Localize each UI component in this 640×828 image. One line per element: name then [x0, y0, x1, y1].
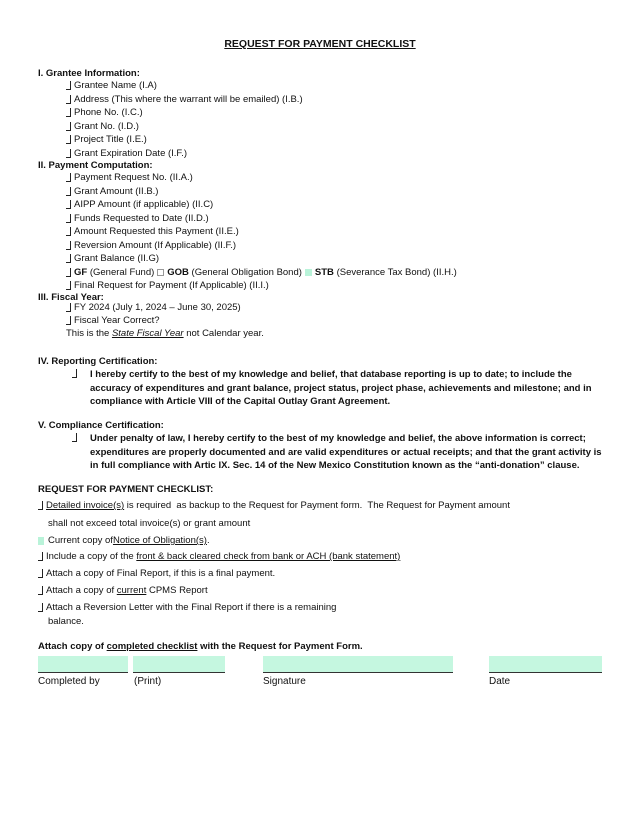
fiscal-item[interactable]: Fiscal Year Correct?	[66, 315, 160, 326]
checkbox-icon[interactable]	[66, 135, 71, 144]
checklist-item-cont: balance.	[48, 616, 84, 627]
checklist-item[interactable]: Current copy of Notice of Obligation(s) .	[38, 535, 210, 546]
signature-field[interactable]	[263, 656, 453, 673]
checkbox-icon[interactable]	[66, 149, 71, 158]
reporting-text: I hereby certify to the best of my knowledge and belief, that database reporting is up to date; to include the accuracy of expenditures and grant balance, project status, project phase, achievements and milestone; and in compliance with Article VIII of the Capital Outlay Grant Agreement.	[90, 369, 592, 407]
print-label: (Print)	[134, 676, 162, 687]
reporting-header: IV. Reporting Certification:	[38, 356, 158, 367]
checkbox-icon[interactable]	[66, 122, 71, 131]
checklist-item[interactable]: Attach a copy of Final Report, if this is a final payment.	[38, 568, 275, 579]
checkbox-icon[interactable]	[66, 81, 71, 90]
checkbox-icon[interactable]	[66, 303, 71, 312]
checkbox-icon[interactable]	[66, 241, 71, 250]
fund-type-row[interactable]: GF (General Fund) GOB (General Obligation Bond) STB (Severance Tax Bond) (II.H.)	[66, 267, 457, 278]
signature-label: Signature	[263, 676, 306, 687]
payment-item[interactable]: Amount Requested this Payment (II.E.)	[66, 226, 239, 237]
checkbox-icon[interactable]	[38, 586, 43, 595]
reporting-checkbox-icon[interactable]	[72, 369, 77, 378]
grantee-item[interactable]: Grant Expiration Date (I.F.)	[66, 148, 187, 159]
checkbox-icon[interactable]	[38, 552, 43, 561]
checkbox-icon[interactable]	[66, 316, 71, 325]
grantee-item[interactable]: Address (This where the warrant will be emailed) (I.B.)	[66, 94, 303, 105]
compliance-text: Under penalty of law, I hereby certify to the best of my knowledge and belief, the above information is correct; expenditures are properly documented and are valid expenditures or actual receipts; and that the grant activity is in full compliance with Artic IX. Sec. 14 of the New Mexico Constitution known as the “anti-donation” clause.	[90, 433, 602, 471]
gob-checkbox-icon[interactable]	[157, 269, 164, 276]
payment-item[interactable]: Grant Amount (II.B.)	[66, 186, 158, 197]
grantee-item[interactable]: Grant No. (I.D.)	[66, 121, 139, 132]
checkbox-icon[interactable]	[66, 254, 71, 263]
payment-item[interactable]: Final Request for Payment (If Applicable) (II.I.)	[66, 280, 269, 291]
compliance-checkbox-icon[interactable]	[72, 433, 77, 442]
checklist-item-cont: shall not exceed total invoice(s) or grant amount	[48, 518, 251, 529]
grantee-item[interactable]: Phone No. (I.C.)	[66, 107, 143, 118]
compliance-header: V. Compliance Certification:	[38, 420, 164, 431]
completed-by-label: Completed by	[38, 676, 100, 687]
checkbox-icon[interactable]	[66, 268, 71, 277]
checkbox-icon[interactable]	[66, 281, 71, 290]
checkbox-icon[interactable]	[66, 108, 71, 117]
completed-by-field[interactable]	[38, 656, 128, 673]
checklist-item[interactable]: Detailed invoice(s) is required as backup to the Request for Payment form. The Request for Payment amount	[38, 500, 510, 511]
checklist-item[interactable]: Attach a copy of current CPMS Report	[38, 585, 208, 596]
grantee-header: I. Grantee Information:	[38, 68, 140, 79]
fiscal-note: This is the State Fiscal Year not Calendar year.	[66, 328, 264, 339]
date-field[interactable]	[489, 656, 602, 673]
fiscal-item[interactable]: FY 2024 (July 1, 2024 – June 30, 2025)	[66, 302, 241, 313]
checkbox-icon[interactable]	[66, 187, 71, 196]
checkbox-icon[interactable]	[38, 501, 43, 510]
fiscal-header: III. Fiscal Year:	[38, 292, 104, 303]
payment-item[interactable]: AIPP Amount (if applicable) (II.C)	[66, 199, 213, 210]
checkbox-icon[interactable]	[38, 569, 43, 578]
print-name-field[interactable]	[133, 656, 225, 673]
stb-checkbox-icon[interactable]	[305, 269, 312, 276]
checkbox-icon[interactable]	[38, 603, 43, 612]
attach-instruction: Attach copy of completed checklist with the Request for Payment Form.	[38, 641, 363, 652]
checkbox-icon[interactable]	[66, 214, 71, 223]
grantee-item[interactable]: Grantee Name (I.A)	[66, 80, 157, 91]
grantee-item[interactable]: Project Title (I.E.)	[66, 134, 147, 145]
payment-item[interactable]: Grant Balance (II.G)	[66, 253, 159, 264]
page-title: REQUEST FOR PAYMENT CHECKLIST	[224, 38, 416, 50]
payment-item[interactable]: Funds Requested to Date (II.D.)	[66, 213, 209, 224]
checklist-header: REQUEST FOR PAYMENT CHECKLIST:	[38, 484, 214, 495]
payment-item[interactable]: Payment Request No. (II.A.)	[66, 172, 193, 183]
payment-header: II. Payment Computation:	[38, 160, 153, 171]
checkbox-icon[interactable]	[38, 537, 44, 545]
checkbox-icon[interactable]	[66, 227, 71, 236]
checklist-item[interactable]: Attach a Reversion Letter with the Final Report if there is a remaining	[38, 602, 336, 613]
payment-item[interactable]: Reversion Amount (If Applicable) (II.F.)	[66, 240, 236, 251]
checkbox-icon[interactable]	[66, 200, 71, 209]
checkbox-icon[interactable]	[66, 95, 71, 104]
date-label: Date	[489, 676, 511, 687]
checkbox-icon[interactable]	[66, 173, 71, 182]
checklist-item[interactable]: Include a copy of the front & back cleared check from bank or ACH (bank statement)	[38, 551, 400, 562]
